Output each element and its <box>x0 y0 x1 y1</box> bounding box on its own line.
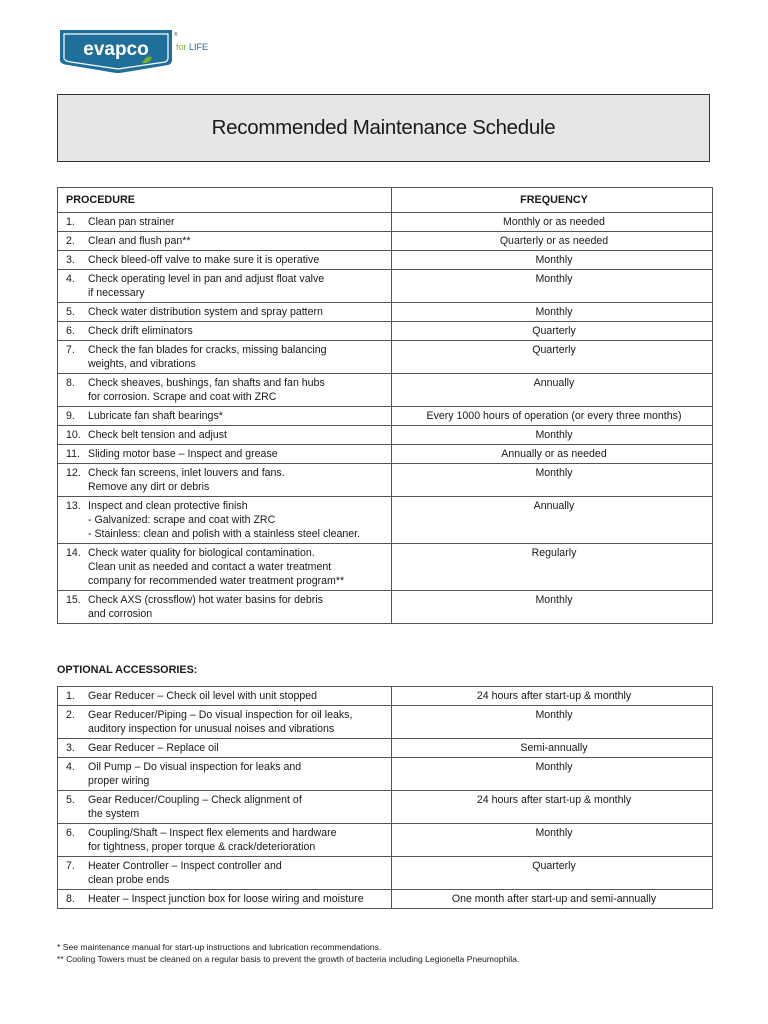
procedure-cell <box>58 706 392 739</box>
frequency-cell: Monthly or as needed <box>392 213 713 232</box>
step-number: 1. <box>66 690 75 702</box>
procedure-text: Check bleed-off valve to make sure it is operative <box>88 254 320 266</box>
step-number: 3. <box>66 742 75 754</box>
frequency-cell: Monthly <box>392 426 713 445</box>
title-banner <box>57 94 710 162</box>
step-number: 8. <box>66 893 75 905</box>
frequency-cell: Quarterly <box>392 857 713 890</box>
procedure-cell <box>58 341 392 374</box>
table-row <box>58 824 713 857</box>
procedure-text: Clean and flush pan** <box>88 235 191 247</box>
table-row <box>58 857 713 890</box>
procedure-cell <box>58 445 392 464</box>
procedure-text: Inspect and clean protective finish - Galvanized: scrape and coat with ZRC - Stainless: clean and polish with a stainless steel cleaner. <box>88 500 361 540</box>
table-row <box>58 322 713 341</box>
procedure-text: Check drift eliminators <box>88 325 193 337</box>
procedure-text: Sliding motor base – Inspect and grease <box>88 448 278 460</box>
step-number: 5. <box>66 794 75 806</box>
step-number: 7. <box>66 860 75 872</box>
procedure-cell <box>58 758 392 791</box>
procedure-cell <box>58 591 392 624</box>
footnote-1: * See maintenance manual for start-up instructions and lubrication recommendations. <box>57 942 382 952</box>
procedure-cell <box>58 374 392 407</box>
frequency-cell: Every 1000 hours of operation (or every three months) <box>392 407 713 426</box>
frequency-cell: Monthly <box>392 251 713 270</box>
step-number: 2. <box>66 235 75 247</box>
procedure-cell <box>58 687 392 706</box>
procedure-text: Gear Reducer/Piping – Do visual inspection for oil leaks, auditory inspection for unusual noises and vibrations <box>88 709 353 735</box>
frequency-cell: Annually <box>392 497 713 544</box>
frequency-cell: Monthly <box>392 706 713 739</box>
table-row <box>58 213 713 232</box>
logo-reg-mark: ® <box>174 32 178 38</box>
procedure-cell <box>58 890 392 909</box>
table-row <box>58 445 713 464</box>
procedure-text: Heater Controller – Inspect controller and clean probe ends <box>88 860 282 886</box>
logo-brand-text: evapco <box>83 39 149 60</box>
procedure-text: Check water distribution system and spray pattern <box>88 306 323 318</box>
page-title: Recommended Maintenance Schedule <box>211 116 556 139</box>
procedure-text: Oil Pump – Do visual inspection for leaks and proper wiring <box>88 761 302 787</box>
step-number: 1. <box>66 216 75 228</box>
procedure-text: Gear Reducer – Check oil level with unit stopped <box>88 690 318 702</box>
frequency-cell: 24 hours after start-up & monthly <box>392 687 713 706</box>
step-number: 14. <box>66 547 81 559</box>
logo-tagline-for: for <box>176 42 187 52</box>
step-number: 13. <box>66 500 81 512</box>
table-row <box>58 464 713 497</box>
procedure-text: Check AXS (crossflow) hot water basins for debris and corrosion <box>88 594 323 620</box>
footnote-2: ** Cooling Towers must be cleaned on a regular basis to prevent the growth of bacteria including Legionella Pneumophila. <box>57 953 520 964</box>
frequency-cell: 24 hours after start-up & monthly <box>392 791 713 824</box>
step-number: 5. <box>66 306 75 318</box>
maintenance-schedule-table <box>57 187 713 624</box>
frequency-cell: One month after start-up and semi-annually <box>392 890 713 909</box>
frequency-cell: Regularly <box>392 544 713 591</box>
procedure-text: Clean pan strainer <box>88 216 175 228</box>
table-row <box>58 303 713 322</box>
table-header-row <box>58 188 713 213</box>
procedure-cell <box>58 232 392 251</box>
procedure-text: Coupling/Shaft – Inspect flex elements and hardware for tightness, proper torque & crack/deterioration <box>88 827 337 853</box>
procedure-cell <box>58 497 392 544</box>
table-row <box>58 497 713 544</box>
frequency-cell: Quarterly or as needed <box>392 232 713 251</box>
table-row <box>58 251 713 270</box>
frequency-cell: Monthly <box>392 758 713 791</box>
procedure-text: Check belt tension and adjust <box>88 429 227 441</box>
table-row <box>58 407 713 426</box>
table-row <box>58 544 713 591</box>
frequency-cell: Annually <box>392 374 713 407</box>
procedure-cell <box>58 322 392 341</box>
step-number: 8. <box>66 377 75 389</box>
step-number: 10. <box>66 429 81 441</box>
procedure-cell <box>58 857 392 890</box>
procedure-text: Check operating level in pan and adjust float valve if necessary <box>88 273 325 299</box>
procedure-cell <box>58 270 392 303</box>
table-row <box>58 341 713 374</box>
step-number: 2. <box>66 709 75 721</box>
frequency-cell: Quarterly <box>392 341 713 374</box>
procedure-cell <box>58 739 392 758</box>
procedure-column-header: PROCEDURE <box>58 188 392 213</box>
logo-tagline-life: LIFE <box>189 42 209 52</box>
step-number: 7. <box>66 344 75 356</box>
procedure-cell <box>58 464 392 497</box>
frequency-column-header: FREQUENCY <box>392 188 713 213</box>
table-row <box>58 687 713 706</box>
procedure-text: Check fan screens, inlet louvers and fans. Remove any dirt or debris <box>88 467 285 493</box>
step-number: 4. <box>66 761 75 773</box>
procedure-text: Check sheaves, bushings, fan shafts and fan hubs for corrosion. Scrape and coat with ZRC <box>88 377 325 403</box>
step-number: 4. <box>66 273 75 285</box>
procedure-cell <box>58 426 392 445</box>
step-number: 6. <box>66 827 75 839</box>
frequency-cell: Monthly <box>392 824 713 857</box>
frequency-cell: Monthly <box>392 270 713 303</box>
table-row <box>58 739 713 758</box>
table-row <box>58 232 713 251</box>
optional-accessories-table <box>57 686 713 909</box>
step-number: 6. <box>66 325 75 337</box>
procedure-text: Gear Reducer/Coupling – Check alignment of the system <box>88 794 302 820</box>
procedure-text: Check the fan blades for cracks, missing balancing weights, and vibrations <box>88 344 327 370</box>
procedure-text: Gear Reducer – Replace oil <box>88 742 219 754</box>
procedure-text: Check water quality for biological contamination. Clean unit as needed and contact a water treatment company for recommended water treatment program** <box>88 547 345 587</box>
procedure-cell <box>58 544 392 591</box>
procedure-text: Heater – Inspect junction box for loose wiring and moisture <box>88 893 364 905</box>
table-row <box>58 591 713 624</box>
procedure-cell <box>58 791 392 824</box>
table-row <box>58 374 713 407</box>
procedure-text: Lubricate fan shaft bearings* <box>88 410 223 422</box>
table-row <box>58 270 713 303</box>
table-row <box>58 890 713 909</box>
step-number: 12. <box>66 467 81 479</box>
step-number: 11. <box>66 448 80 460</box>
step-number: 9. <box>66 410 75 422</box>
table-row <box>58 791 713 824</box>
optional-accessories-label: OPTIONAL ACCESSORIES: <box>57 664 198 676</box>
step-number: 3. <box>66 254 75 266</box>
frequency-cell: Monthly <box>392 303 713 322</box>
procedure-cell <box>58 824 392 857</box>
procedure-cell <box>58 407 392 426</box>
procedure-cell <box>58 251 392 270</box>
footnotes <box>57 942 519 965</box>
procedure-cell <box>58 303 392 322</box>
frequency-cell: Quarterly <box>392 322 713 341</box>
frequency-cell: Monthly <box>392 591 713 624</box>
table-row <box>58 758 713 791</box>
frequency-cell: Monthly <box>392 464 713 497</box>
evapco-logo <box>56 26 216 76</box>
table-row <box>58 706 713 739</box>
frequency-cell: Annually or as needed <box>392 445 713 464</box>
step-number: 15. <box>66 594 81 606</box>
table-row <box>58 426 713 445</box>
frequency-cell: Semi-annually <box>392 739 713 758</box>
procedure-cell <box>58 213 392 232</box>
